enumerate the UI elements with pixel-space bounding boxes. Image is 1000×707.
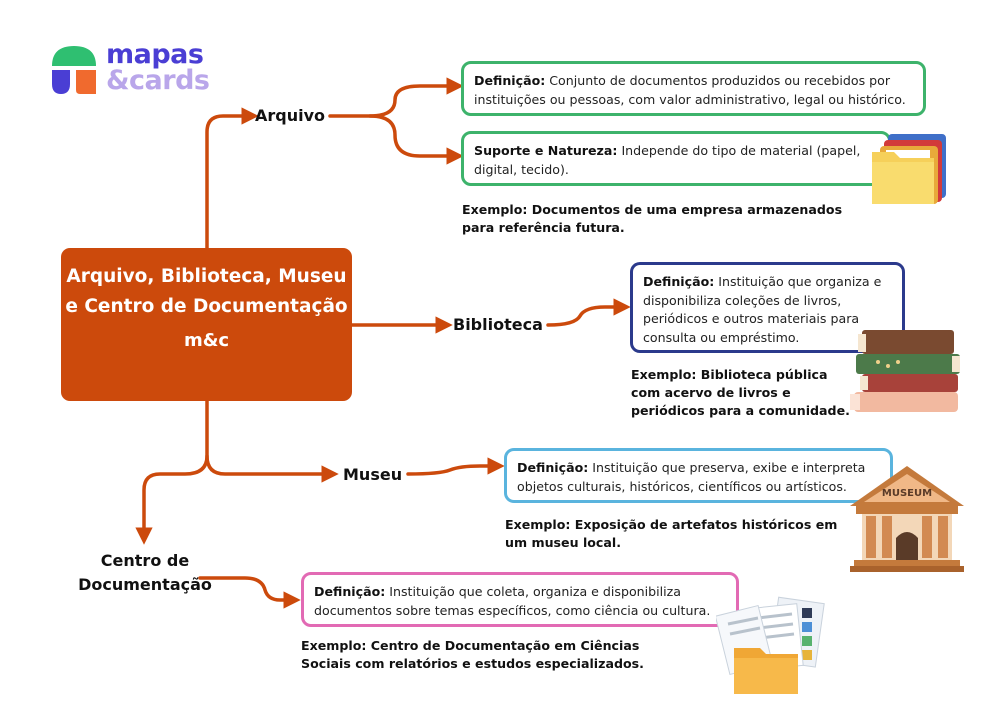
card-term: Definição: [643,274,715,289]
connector-arquivo-suporte [370,116,455,156]
card-term: Definição: [474,73,546,88]
card-text: Conjunto de documentos produzidos ou recebidos por instituições ou pessoas, com valor administrativo, legal ou histórico. [474,73,906,107]
branch-centro-line2: Documentação [78,575,212,594]
central-topic-title: Arquivo, Biblioteca, Museu e Centro de Documentação [65,266,348,317]
example-arquivo: Exemplo: Documentos de uma empresa armazenados para referência futura. [462,202,843,235]
branch-museu: Museu [343,465,403,484]
card-museu-definicao [504,448,893,503]
logo-text [106,39,210,96]
example-biblioteca: Exemplo: Biblioteca pública com acervo de livros e periódicos para a comunidade. [631,367,850,418]
card-term: Definição: [314,584,386,599]
documents-icon [716,596,826,698]
logo-line1: mapas [106,39,204,70]
connector-arquivo-definicao [330,86,455,116]
connector-museu-definicao [408,466,496,474]
card-text: Independe do tipo de material (papel, digital, tecido). [474,143,861,177]
branch-centro-documentacao [72,549,218,597]
books-icon [848,322,964,414]
card-text: Instituição que coleta, organiza e disponibiliza documentos sobre temas específicos, como ciência ou cultura. [314,584,711,618]
museum-icon-label: MUSEUM [881,488,933,499]
connector-arquivo [207,116,250,248]
branch-arquivo: Arquivo [255,106,326,125]
card-text: Instituição que organiza e disponibiliza coleções de livros, periódicos e outros materiais para consulta ou empréstimo. [643,274,882,345]
connector-biblioteca-definicao [548,307,622,325]
connector-down [207,401,330,474]
card-term: Suporte e Natureza: [474,143,618,158]
card-term: Definição: [517,460,589,475]
folders-icon [868,128,952,208]
card-text: Instituição que preserva, exibe e interpreta objetos culturais, históricos, científicos ou artísticos. [517,460,866,494]
connector-centro [144,456,207,536]
branch-biblioteca: Biblioteca [453,315,543,334]
card-arquivo-definicao [461,61,926,116]
example-museu: Exemplo: Exposição de artefatos históricos em um museu local. [505,517,838,550]
branch-centro-line1: Centro de [100,551,190,570]
logo-line2: &cards [106,65,210,96]
card-arquivo-suporte [461,131,891,186]
central-topic [61,248,352,401]
card-centro-definicao [301,572,739,627]
logo-mark-icon [50,44,98,96]
museum-icon [846,462,968,574]
central-topic-subtitle: m&c [183,330,230,351]
example-centro: Exemplo: Centro de Documentação em Ciências Sociais com relatórios e estudos especializados. [301,638,644,671]
